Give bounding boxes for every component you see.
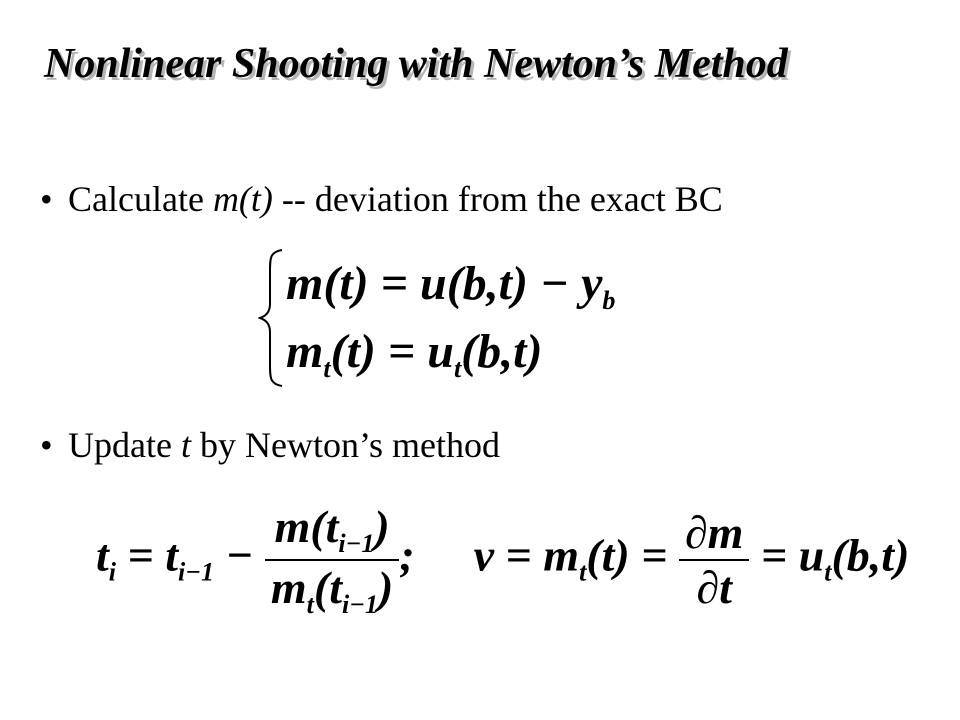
slide-title: Nonlinear Shooting with Newton’s Method — [44, 41, 788, 87]
v-rest: (t) = — [586, 529, 679, 581]
equation-system — [258, 248, 678, 388]
equation-line-1 — [286, 256, 615, 316]
bullet-text-suffix: -- deviation from the exact BC — [272, 179, 723, 219]
bullet-text-suffix: by Newton’s method — [190, 425, 500, 465]
bullet-dot: • — [40, 425, 53, 465]
equation-line-2-m: m — [286, 325, 324, 378]
bullet-text-prefix: Calculate — [68, 179, 213, 219]
left-brace-icon — [258, 248, 288, 388]
ut-sub: t — [824, 557, 832, 587]
bullet-calculate — [40, 178, 723, 220]
newton-fraction — [265, 500, 399, 620]
fraction-numerator: $m(t_{i-1})$ — [265, 500, 399, 561]
lhs-t: t — [96, 529, 109, 581]
bullet-dot: • — [40, 179, 53, 219]
equation-line-2-u-sub: t — [453, 354, 462, 383]
minus-sign: − — [214, 529, 265, 581]
ut-part: = u — [749, 529, 825, 581]
equation-line-1-subscript: b — [602, 286, 616, 315]
v-definition: v = m — [473, 529, 580, 581]
newton-update-equation — [96, 500, 910, 619]
equation-line-2-mid: (t) = u — [330, 325, 454, 378]
eq-t: = t — [127, 529, 179, 581]
bullet-text-prefix: Update — [68, 425, 181, 465]
semicolon: ; — [399, 529, 415, 581]
eq-t-sub: i−1 — [178, 557, 214, 587]
ut-rest: (b,t) — [831, 529, 910, 581]
bullet-text-emph: t — [180, 425, 191, 465]
v-sub: t — [579, 557, 587, 587]
partial-numerator: ∂m — [679, 506, 750, 561]
bullet-update — [40, 424, 500, 466]
lhs-sub: i — [108, 557, 117, 587]
fraction-denominator: $m_t(t_{i-1})$ — [270, 562, 394, 619]
partial-denominator: ∂t — [696, 562, 732, 613]
equation-line-1-text: m(t) = u(b,t) − y — [286, 257, 603, 310]
bullet-text-emph: m(t) — [212, 179, 273, 219]
partial-fraction — [679, 506, 750, 614]
equation-line-2 — [286, 324, 542, 384]
equation-line-2-end: (b,t) — [461, 325, 543, 378]
equation-line-2-m-sub: t — [323, 354, 331, 383]
